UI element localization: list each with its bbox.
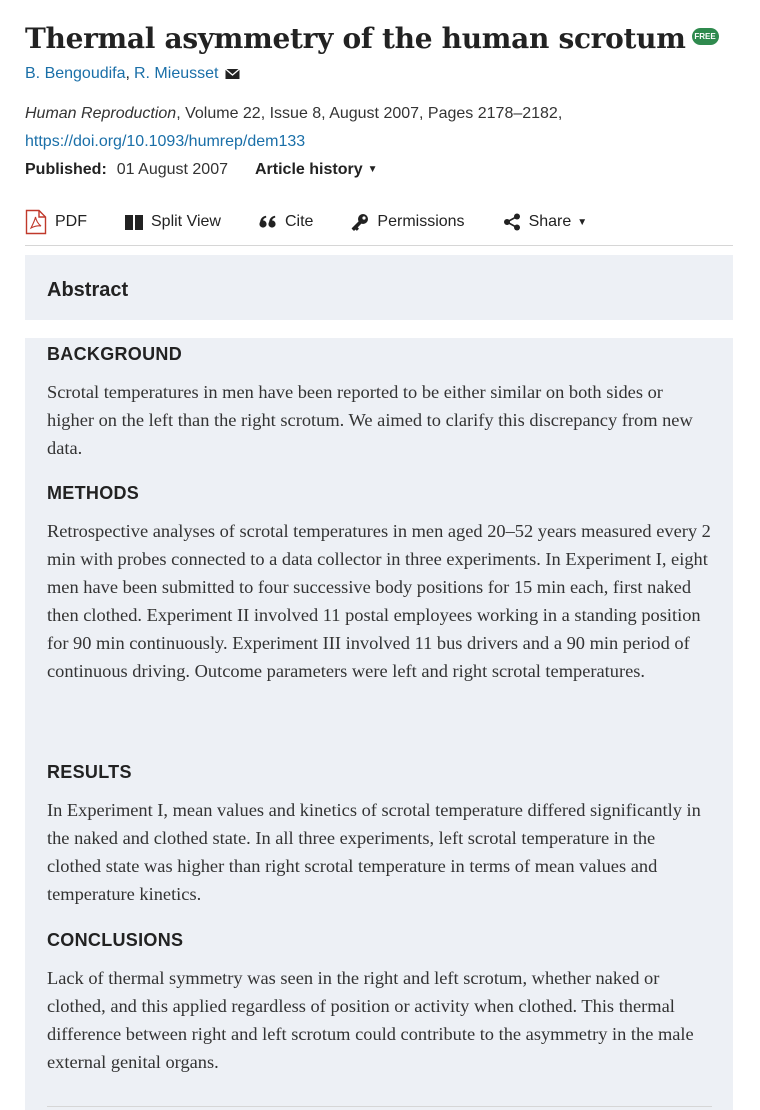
- abstract-section-methods: [47, 481, 712, 685]
- section-heading: BACKGROUND: [47, 344, 182, 364]
- permissions-button[interactable]: [351, 206, 464, 238]
- abstract-section-results: [47, 760, 712, 908]
- author-separator: ,: [125, 65, 130, 82]
- abstract-divider: [47, 1106, 712, 1107]
- split-view-label: Split View: [151, 213, 221, 230]
- pdf-button[interactable]: [25, 206, 87, 238]
- article-history-label: Article history: [255, 161, 363, 178]
- caret-down-icon: ▼: [577, 216, 588, 228]
- share-label: Share: [528, 213, 572, 230]
- article-toolbar: [25, 206, 733, 244]
- pdf-icon: [25, 209, 47, 235]
- cite-label: Cite: [284, 213, 314, 230]
- abstract-section-background: [47, 342, 712, 462]
- toolbar-divider: [25, 245, 733, 246]
- cite-button[interactable]: [259, 206, 313, 238]
- author-link-mieusset[interactable]: R. Mieusset: [133, 65, 219, 82]
- title-row: [25, 20, 719, 58]
- published-label: Published:: [25, 161, 107, 178]
- article-title: Thermal asymmetry of the human scrotum: [25, 22, 686, 55]
- quote-icon: [259, 215, 277, 229]
- author-list: [25, 63, 240, 85]
- section-text: Retrospective analyses of scrotal temperatures in men aged 20–52 years measured every 2 min with probes connected to a data collector in three experiments. In Experiment I, eight men have been submitted to four successive body positions for 15 min each, first naked then clothed. Experiment II involved 11 postal employees working in a standing position for 90 min continuously. Experiment III involved 11 bus drivers and a 90 min period of continuous driving. Outcome parameters were left and right scrotal temperatures.: [47, 521, 711, 681]
- journal-name: Human Reproduction: [25, 105, 177, 122]
- pdf-label: PDF: [55, 213, 87, 230]
- caret-down-icon: ▼: [367, 164, 378, 175]
- section-heading: RESULTS: [47, 762, 132, 782]
- split-view-icon: [125, 215, 143, 230]
- published-date: 01 August 2007: [116, 161, 228, 178]
- envelope-icon[interactable]: [225, 68, 240, 80]
- abstract-section-conclusions: [47, 928, 712, 1076]
- author-link-bengoudifa[interactable]: B. Bengoudifa: [25, 65, 126, 82]
- section-heading: CONCLUSIONS: [47, 930, 184, 950]
- citation-details: , Volume 22, Issue 8, August 2007, Pages 2178–2182,: [176, 105, 563, 122]
- section-text: Lack of thermal symmetry was seen in the right and left scrotum, whether naked or clothed, and this applied regardless of position or activity when clothed. This thermal difference between right and left scrotum could contribute to the asymmetry in the male external genital organs.: [47, 968, 694, 1072]
- section-text: Scrotal temperatures in men have been reported to be either similar on both sides or higher on the left than the right scrotum. We aimed to clarify this discrepancy from new data.: [47, 382, 693, 458]
- abstract-heading: Abstract: [47, 279, 129, 301]
- split-view-button[interactable]: [125, 206, 221, 238]
- doi-link[interactable]: https://doi.org/10.1093/humrep/dem133: [25, 133, 306, 150]
- abstract-body: [25, 338, 733, 1110]
- citation-line: [25, 102, 562, 126]
- published-row: [25, 158, 378, 182]
- free-badge: FREE: [692, 28, 719, 45]
- key-icon: [351, 213, 369, 231]
- article-history-toggle[interactable]: [255, 158, 378, 182]
- abstract-header: [25, 255, 733, 320]
- section-heading: METHODS: [47, 483, 140, 503]
- share-icon: [503, 213, 521, 231]
- permissions-label: Permissions: [377, 213, 465, 230]
- section-text: In Experiment I, mean values and kinetics of scrotal temperature differed significantly in the naked and clothed state. In all three experiments, left scrotal temperature in the clothed state was higher than right scrotal temperature in terms of mean values and temperature kinetics.: [47, 800, 701, 904]
- share-button[interactable]: [503, 206, 588, 238]
